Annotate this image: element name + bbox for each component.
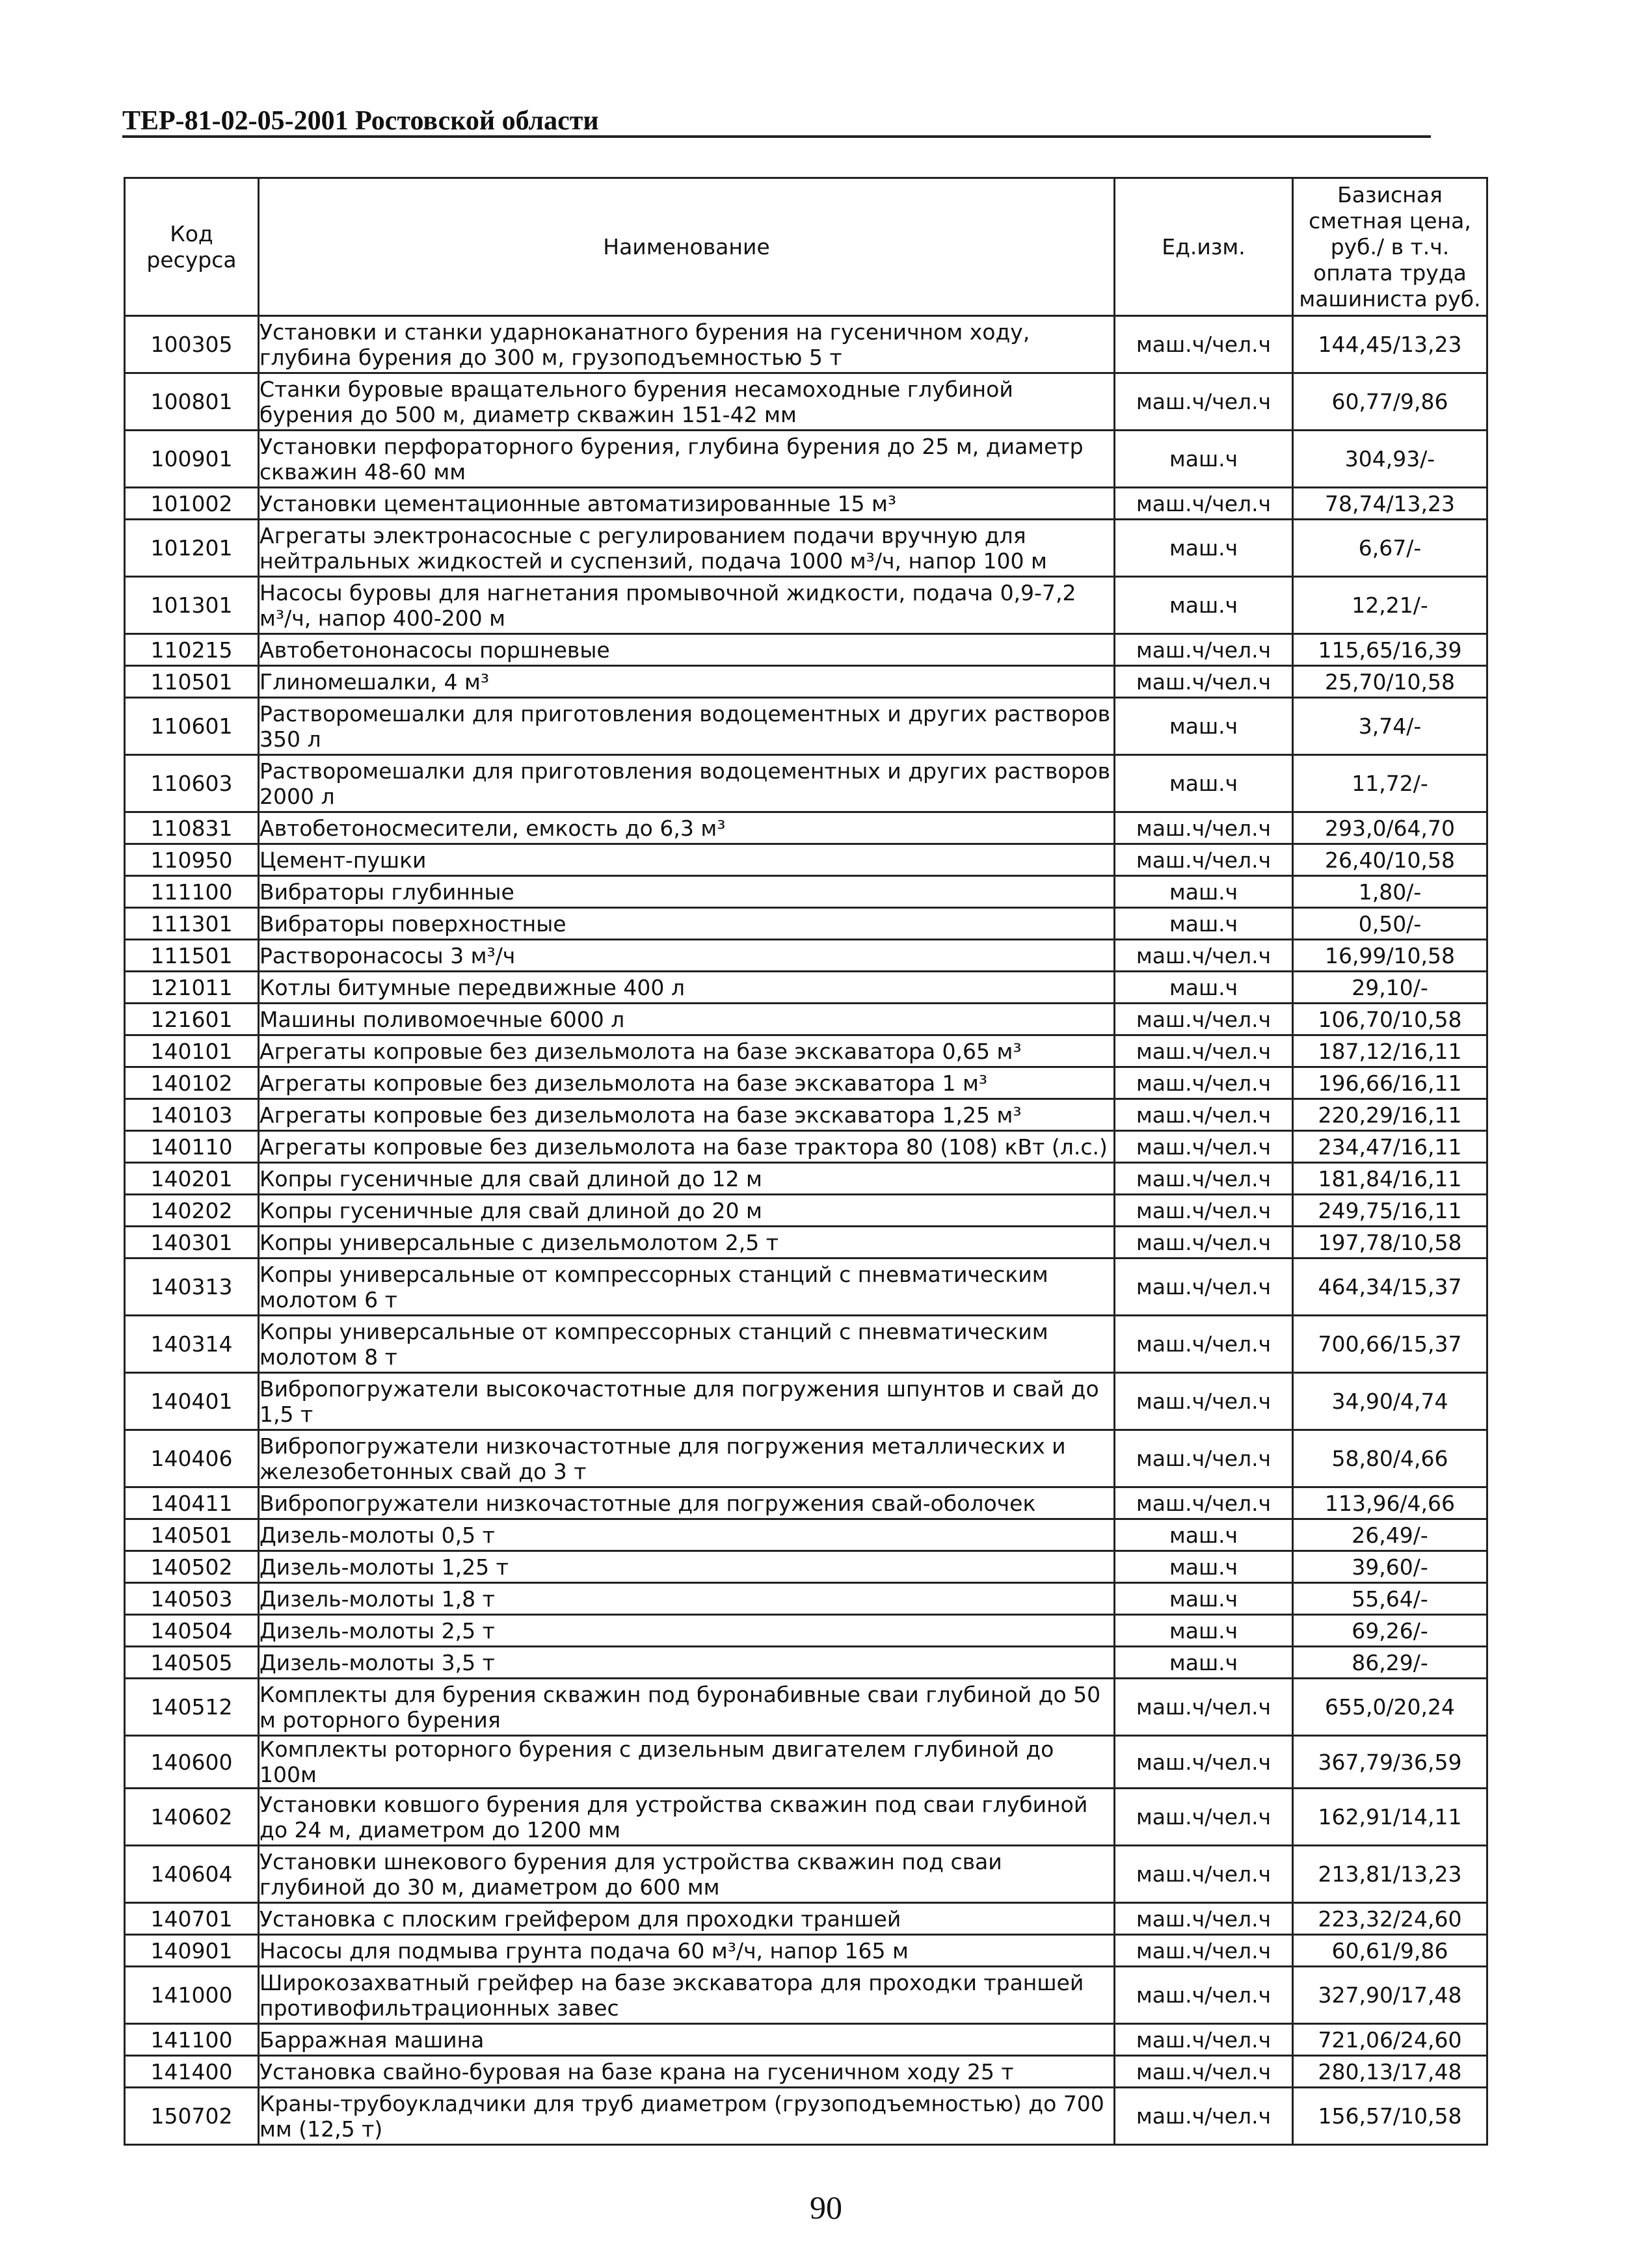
table-row (125, 1259, 1487, 1316)
cell-code: 140501 (125, 1519, 259, 1551)
table-row (125, 755, 1487, 812)
cell-price: 197,78/10,58 (1293, 1227, 1487, 1259)
table-row (125, 1647, 1487, 1679)
cell-name: Насосы для подмыва грунта подача 60 м³/ч, напор 165 м (259, 1935, 1115, 1967)
cell-unit: маш.ч/чел.ч (1115, 2088, 1293, 2145)
cell-code: 110603 (125, 755, 259, 812)
table-row (125, 1067, 1487, 1099)
cell-name: Автобетоносмесители, емкость до 6,3 м³ (259, 812, 1115, 844)
cell-unit: маш.ч/чел.ч (1115, 666, 1293, 698)
table-row (125, 1903, 1487, 1935)
cell-code: 100901 (125, 431, 259, 488)
table-row (125, 1195, 1487, 1227)
cell-unit: маш.ч/чел.ч (1115, 1789, 1293, 1846)
cell-unit: маш.ч/чел.ч (1115, 2056, 1293, 2088)
cell-code: 110215 (125, 634, 259, 666)
cell-code: 101002 (125, 488, 259, 520)
table-row (125, 1846, 1487, 1903)
cell-unit: маш.ч/чел.ч (1115, 1679, 1293, 1736)
cell-unit: маш.ч (1115, 577, 1293, 634)
cell-price: 464,34/15,37 (1293, 1259, 1487, 1316)
cell-unit: маш.ч/чел.ч (1115, 1099, 1293, 1131)
cell-price: 655,0/20,24 (1293, 1679, 1487, 1736)
table-row (125, 488, 1487, 520)
cell-name: Вибропогружатели низкочастотные для погружения свай-оболочек (259, 1487, 1115, 1519)
cell-price: 78,74/13,23 (1293, 488, 1487, 520)
cell-code: 140102 (125, 1067, 259, 1099)
cell-code: 110501 (125, 666, 259, 698)
cell-name: Барражная машина (259, 2024, 1115, 2056)
cell-code: 110831 (125, 812, 259, 844)
cell-code: 140504 (125, 1615, 259, 1647)
cell-name: Вибропогружатели низкочастотные для погружения металлических и железобетонных свай до 3 т (259, 1430, 1115, 1487)
table-row (125, 1430, 1487, 1487)
table-row (125, 2088, 1487, 2145)
cell-unit: маш.ч/чел.ч (1115, 1316, 1293, 1373)
cell-price: 34,90/4,74 (1293, 1373, 1487, 1430)
cell-name: Растворонасосы 3 м³/ч (259, 940, 1115, 972)
cell-unit: маш.ч (1115, 1551, 1293, 1583)
cell-unit: маш.ч/чел.ч (1115, 634, 1293, 666)
cell-price: 280,13/17,48 (1293, 2056, 1487, 2088)
cell-name: Установки перфораторного бурения, глубина бурения до 25 м, диаметр скважин 48-60 мм (259, 431, 1115, 488)
cell-code: 140600 (125, 1736, 259, 1789)
cell-unit: маш.ч/чел.ч (1115, 1004, 1293, 1035)
cell-price: 86,29/- (1293, 1647, 1487, 1679)
cell-name: Дизель-молоты 3,5 т (259, 1647, 1115, 1679)
table-row (125, 1316, 1487, 1373)
cell-name: Установка с плоским грейфером для проходки траншей (259, 1903, 1115, 1935)
cell-name: Вибраторы глубинные (259, 876, 1115, 908)
table-row (125, 1736, 1487, 1789)
cell-code: 140604 (125, 1846, 259, 1903)
cell-unit: маш.ч (1115, 972, 1293, 1004)
cell-price: 16,99/10,58 (1293, 940, 1487, 972)
cell-price: 11,72/- (1293, 755, 1487, 812)
table-row (125, 908, 1487, 940)
table-row (125, 1551, 1487, 1583)
cell-price: 1,80/- (1293, 876, 1487, 908)
cell-code: 140101 (125, 1035, 259, 1067)
cell-unit: маш.ч/чел.ч (1115, 2024, 1293, 2056)
cell-name: Копры гусеничные для свай длиной до 20 м (259, 1195, 1115, 1227)
cell-unit: маш.ч/чел.ч (1115, 1430, 1293, 1487)
cell-price: 213,81/13,23 (1293, 1846, 1487, 1903)
cell-price: 162,91/14,11 (1293, 1789, 1487, 1846)
cell-unit: маш.ч/чел.ч (1115, 1035, 1293, 1067)
cell-code: 121601 (125, 1004, 259, 1035)
cell-name: Комплекты роторного бурения с дизельным двигателем глубиной до 100м (259, 1736, 1115, 1789)
cell-price: 367,79/36,59 (1293, 1736, 1487, 1789)
column-header-name: Наименование (259, 178, 1115, 316)
cell-price: 293,0/64,70 (1293, 812, 1487, 844)
cell-code: 140701 (125, 1903, 259, 1935)
cell-name: Растворомешалки для приготовления водоцементных и других растворов 2000 л (259, 755, 1115, 812)
cell-name: Насосы буровы для нагнетания промывочной жидкости, подача 0,9-7,2 м³/ч, напор 400-200 м (259, 577, 1115, 634)
cell-unit: маш.ч/чел.ч (1115, 1227, 1293, 1259)
cell-unit: маш.ч/чел.ч (1115, 1935, 1293, 1967)
table-row (125, 1131, 1487, 1163)
cell-code: 140512 (125, 1679, 259, 1736)
table-row (125, 1935, 1487, 1967)
table-row (125, 876, 1487, 908)
cell-unit: маш.ч/чел.ч (1115, 1967, 1293, 2024)
cell-price: 113,96/4,66 (1293, 1487, 1487, 1519)
cell-code: 140503 (125, 1583, 259, 1615)
cell-code: 121011 (125, 972, 259, 1004)
table-row (125, 2056, 1487, 2088)
cell-code: 140201 (125, 1163, 259, 1195)
cell-unit: маш.ч/чел.ч (1115, 844, 1293, 876)
cell-unit: маш.ч/чел.ч (1115, 1487, 1293, 1519)
cell-code: 140602 (125, 1789, 259, 1846)
cell-name: Широкозахватный грейфер на базе экскаватора для проходки траншей противофильтрационных завес (259, 1967, 1115, 2024)
cell-code: 101301 (125, 577, 259, 634)
cell-unit: маш.ч/чел.ч (1115, 1903, 1293, 1935)
cell-price: 223,32/24,60 (1293, 1903, 1487, 1935)
table-row (125, 1373, 1487, 1430)
cell-unit: маш.ч (1115, 1519, 1293, 1551)
cell-code: 101201 (125, 520, 259, 577)
cell-price: 156,57/10,58 (1293, 2088, 1487, 2145)
cell-price: 12,21/- (1293, 577, 1487, 634)
cell-price: 69,26/- (1293, 1615, 1487, 1647)
cell-price: 26,49/- (1293, 1519, 1487, 1551)
table-row (125, 1227, 1487, 1259)
cell-unit: маш.ч (1115, 876, 1293, 908)
cell-unit: маш.ч/чел.ч (1115, 1259, 1293, 1316)
cell-unit: маш.ч/чел.ч (1115, 1163, 1293, 1195)
table-row (125, 1967, 1487, 2024)
cell-name: Агрегаты электронасосные с регулированием подачи вручную для нейтральных жидкостей и суспензий, подача 1000 м³/ч, напор 100 м (259, 520, 1115, 577)
cell-name: Дизель-молоты 1,25 т (259, 1551, 1115, 1583)
table-row (125, 1583, 1487, 1615)
table-row (125, 520, 1487, 577)
cell-code: 140313 (125, 1259, 259, 1316)
cell-code: 140110 (125, 1131, 259, 1163)
cell-name: Установки и станки ударноканатного бурения на гусеничном ходу, глубина бурения до 300 м, грузоподъемностью 5 т (259, 316, 1115, 373)
table-row (125, 972, 1487, 1004)
cell-name: Краны-трубоукладчики для труб диаметром (грузоподъемностью) до 700 мм (12,5 т) (259, 2088, 1115, 2145)
cell-price: 3,74/- (1293, 698, 1487, 755)
cell-name: Комплекты для бурения скважин под буронабивные сваи глубиной до 50 м роторного бурения (259, 1679, 1115, 1736)
cell-code: 100801 (125, 373, 259, 431)
cell-price: 106,70/10,58 (1293, 1004, 1487, 1035)
page-number: 90 (810, 2189, 842, 2226)
cell-name: Агрегаты копровые без дизельмолота на базе трактора 80 (108) кВт (л.с.) (259, 1131, 1115, 1163)
cell-name: Глиномешалки, 4 м³ (259, 666, 1115, 698)
table-row (125, 1679, 1487, 1736)
cell-unit: маш.ч (1115, 1647, 1293, 1679)
cell-code: 140411 (125, 1487, 259, 1519)
cell-code: 140401 (125, 1373, 259, 1430)
cell-name: Станки буровые вращательного бурения несамоходные глубиной бурения до 500 м, диаметр скважин 151-42 мм (259, 373, 1115, 431)
cell-price: 29,10/- (1293, 972, 1487, 1004)
cell-code: 141400 (125, 2056, 259, 2088)
table-row (125, 1099, 1487, 1131)
cell-name: Агрегаты копровые без дизельмолота на базе экскаватора 0,65 м³ (259, 1035, 1115, 1067)
column-header-price: Базисная сметная цена, руб./ в т.ч. оплата труда машиниста руб. (1293, 178, 1487, 316)
table-row (125, 316, 1487, 373)
table-row (125, 1163, 1487, 1195)
cell-price: 234,47/16,11 (1293, 1131, 1487, 1163)
column-header-code: Код ресурса (125, 178, 259, 316)
cell-unit: маш.ч/чел.ч (1115, 1195, 1293, 1227)
cell-unit: маш.ч/чел.ч (1115, 1373, 1293, 1430)
cell-name: Растворомешалки для приготовления водоцементных и других растворов 350 л (259, 698, 1115, 755)
cell-code: 150702 (125, 2088, 259, 2145)
cell-name: Копры универсальные от компрессорных станций с пневматическим молотом 6 т (259, 1259, 1115, 1316)
cell-code: 110601 (125, 698, 259, 755)
resource-price-table (124, 177, 1488, 2146)
table-row (125, 812, 1487, 844)
table-row (125, 1789, 1487, 1846)
cell-price: 60,61/9,86 (1293, 1935, 1487, 1967)
cell-unit: маш.ч/чел.ч (1115, 488, 1293, 520)
table-header-row (125, 178, 1487, 316)
cell-code: 140314 (125, 1316, 259, 1373)
table-row (125, 431, 1487, 488)
cell-name: Установки ковшого бурения для устройства скважин под сваи глубиной до 24 м, диаметром до 1200 мм (259, 1789, 1115, 1846)
cell-price: 700,66/15,37 (1293, 1316, 1487, 1373)
table-row (125, 1035, 1487, 1067)
cell-unit: маш.ч (1115, 1615, 1293, 1647)
cell-price: 115,65/16,39 (1293, 634, 1487, 666)
cell-code: 111301 (125, 908, 259, 940)
cell-name: Котлы битумные передвижные 400 л (259, 972, 1115, 1004)
cell-unit: маш.ч/чел.ч (1115, 1131, 1293, 1163)
cell-unit: маш.ч/чел.ч (1115, 316, 1293, 373)
column-header-unit: Ед.изм. (1115, 178, 1293, 316)
cell-unit: маш.ч/чел.ч (1115, 1846, 1293, 1903)
cell-name: Вибраторы поверхностные (259, 908, 1115, 940)
table-row (125, 698, 1487, 755)
table-row (125, 2024, 1487, 2056)
cell-unit: маш.ч (1115, 698, 1293, 755)
cell-unit: маш.ч/чел.ч (1115, 1067, 1293, 1099)
cell-code: 140202 (125, 1195, 259, 1227)
cell-price: 721,06/24,60 (1293, 2024, 1487, 2056)
table-row (125, 844, 1487, 876)
cell-unit: маш.ч (1115, 431, 1293, 488)
cell-price: 220,29/16,11 (1293, 1099, 1487, 1131)
cell-code: 140505 (125, 1647, 259, 1679)
cell-unit: маш.ч (1115, 1583, 1293, 1615)
cell-price: 187,12/16,11 (1293, 1035, 1487, 1067)
cell-name: Копры универсальные от компрессорных станций с пневматическим молотом 8 т (259, 1316, 1115, 1373)
cell-name: Установка свайно-буровая на базе крана на гусеничном ходу 25 т (259, 2056, 1115, 2088)
table-row (125, 940, 1487, 972)
cell-price: 0,50/- (1293, 908, 1487, 940)
document-header: ТЕР-81-02-05-2001 Ростовской области (122, 106, 599, 136)
cell-name: Дизель-молоты 0,5 т (259, 1519, 1115, 1551)
cell-unit: маш.ч/чел.ч (1115, 373, 1293, 431)
cell-unit: маш.ч/чел.ч (1115, 940, 1293, 972)
cell-price: 196,66/16,11 (1293, 1067, 1487, 1099)
cell-price: 39,60/- (1293, 1551, 1487, 1583)
table-row (125, 1615, 1487, 1647)
cell-code: 141100 (125, 2024, 259, 2056)
cell-price: 144,45/13,23 (1293, 316, 1487, 373)
table-row (125, 1004, 1487, 1035)
table-row (125, 577, 1487, 634)
cell-price: 327,90/17,48 (1293, 1967, 1487, 2024)
cell-price: 249,75/16,11 (1293, 1195, 1487, 1227)
cell-code: 140901 (125, 1935, 259, 1967)
cell-name: Установки шнекового бурения для устройства скважин под сваи глубиной до 30 м, диаметром до 600 мм (259, 1846, 1115, 1903)
cell-price: 25,70/10,58 (1293, 666, 1487, 698)
cell-code: 140406 (125, 1430, 259, 1487)
header-rule (122, 135, 1431, 138)
cell-unit: маш.ч (1115, 908, 1293, 940)
cell-name: Дизель-молоты 2,5 т (259, 1615, 1115, 1647)
cell-price: 6,67/- (1293, 520, 1487, 577)
cell-unit: маш.ч/чел.ч (1115, 1736, 1293, 1789)
cell-price: 304,93/- (1293, 431, 1487, 488)
cell-code: 140103 (125, 1099, 259, 1131)
cell-code: 141000 (125, 1967, 259, 2024)
cell-code: 111100 (125, 876, 259, 908)
cell-price: 55,64/- (1293, 1583, 1487, 1615)
cell-name: Цемент-пушки (259, 844, 1115, 876)
cell-unit: маш.ч (1115, 520, 1293, 577)
table-row (125, 634, 1487, 666)
table-row (125, 1519, 1487, 1551)
table-row (125, 666, 1487, 698)
cell-name: Машины поливомоечные 6000 л (259, 1004, 1115, 1035)
cell-code: 111501 (125, 940, 259, 972)
cell-code: 110950 (125, 844, 259, 876)
cell-name: Агрегаты копровые без дизельмолота на базе экскаватора 1 м³ (259, 1067, 1115, 1099)
cell-price: 60,77/9,86 (1293, 373, 1487, 431)
cell-price: 181,84/16,11 (1293, 1163, 1487, 1195)
cell-price: 26,40/10,58 (1293, 844, 1487, 876)
table-body (125, 316, 1487, 2145)
cell-name: Копры универсальные с дизельмолотом 2,5 т (259, 1227, 1115, 1259)
cell-name: Дизель-молоты 1,8 т (259, 1583, 1115, 1615)
cell-name: Установки цементационные автоматизированные 15 м³ (259, 488, 1115, 520)
cell-name: Агрегаты копровые без дизельмолота на базе экскаватора 1,25 м³ (259, 1099, 1115, 1131)
cell-name: Вибропогружатели высокочастотные для погружения шпунтов и свай до 1,5 т (259, 1373, 1115, 1430)
cell-code: 100305 (125, 316, 259, 373)
cell-unit: маш.ч (1115, 755, 1293, 812)
cell-price: 58,80/4,66 (1293, 1430, 1487, 1487)
cell-code: 140502 (125, 1551, 259, 1583)
table-row (125, 373, 1487, 431)
cell-name: Автобетононасосы поршневые (259, 634, 1115, 666)
cell-code: 140301 (125, 1227, 259, 1259)
cell-unit: маш.ч/чел.ч (1115, 812, 1293, 844)
table-row (125, 1487, 1487, 1519)
cell-name: Копры гусеничные для свай длиной до 12 м (259, 1163, 1115, 1195)
